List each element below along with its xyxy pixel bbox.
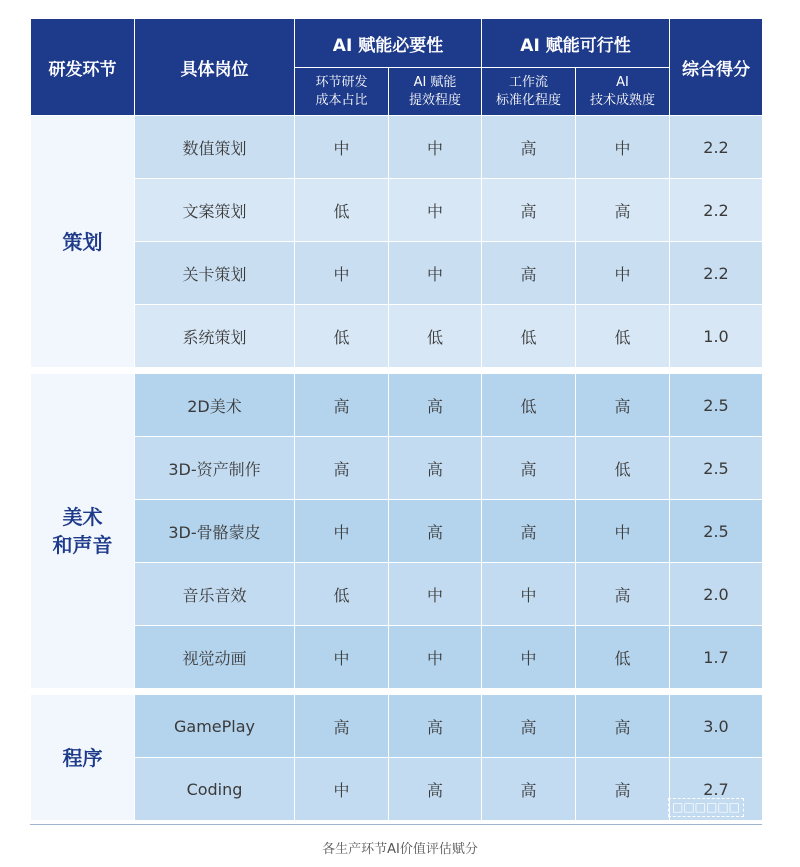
header-workflow-line1: 工作流 <box>508 74 548 90</box>
header-necessity: AI 赋能必要性 <box>295 19 482 68</box>
score-cell: 2.2 <box>670 242 763 305</box>
workflow-cell: 高 <box>482 116 576 179</box>
cost-cell: 高 <box>295 437 389 500</box>
header-feasibility: AI 赋能可行性 <box>482 19 670 68</box>
workflow-cell: 高 <box>482 242 576 305</box>
maturity-cell: 高 <box>576 758 670 821</box>
header-efficiency-line1: AI 赋能 <box>413 74 457 90</box>
efficiency-cell: 中 <box>389 242 482 305</box>
efficiency-cell: 高 <box>389 695 482 758</box>
cost-cell: 高 <box>295 374 389 437</box>
table-row <box>31 116 763 179</box>
maturity-cell: 低 <box>576 437 670 500</box>
score-cell: 2.7 <box>670 758 763 821</box>
role-cell: 音乐音效 <box>135 563 295 626</box>
table-caption: 各生产环节AI价值评估赋分 <box>322 842 478 857</box>
role-cell: 关卡策划 <box>135 242 295 305</box>
section-label-line2: 和声音 <box>52 533 113 557</box>
header-score: 综合得分 <box>670 19 763 116</box>
cost-cell: 低 <box>295 305 389 368</box>
bottom-rule <box>30 824 762 825</box>
section-planning <box>31 116 763 368</box>
workflow-cell: 低 <box>482 374 576 437</box>
score-cell: 2.2 <box>670 179 763 242</box>
header-efficiency <box>389 68 482 116</box>
maturity-cell: 高 <box>576 695 670 758</box>
header-workflow <box>482 68 576 116</box>
score-cell: 2.2 <box>670 116 763 179</box>
maturity-cell: 中 <box>576 500 670 563</box>
header-cost-share <box>295 68 389 116</box>
efficiency-cell: 高 <box>389 374 482 437</box>
table-row <box>31 758 763 821</box>
score-cell: 2.5 <box>670 500 763 563</box>
section-label: 策划 <box>31 116 135 368</box>
efficiency-cell: 中 <box>389 116 482 179</box>
maturity-cell: 低 <box>576 305 670 368</box>
table-row <box>31 437 763 500</box>
role-cell: 2D美术 <box>135 374 295 437</box>
role-cell: 3D-骨骼蒙皮 <box>135 500 295 563</box>
header-workflow-line2: 标准化程度 <box>495 92 561 108</box>
watermark: □□□□□□ <box>668 798 744 817</box>
table-row <box>31 626 763 689</box>
section-label <box>31 374 135 689</box>
table-row <box>31 305 763 368</box>
table-row <box>31 500 763 563</box>
table-row <box>31 242 763 305</box>
section-label-line1: 美术 <box>62 505 103 529</box>
header-cost-line2: 成本占比 <box>315 92 368 108</box>
section-art-and-audio <box>31 374 763 689</box>
cost-cell: 中 <box>295 500 389 563</box>
workflow-cell: 高 <box>482 695 576 758</box>
cost-cell: 中 <box>295 626 389 689</box>
role-cell: 3D-资产制作 <box>135 437 295 500</box>
role-cell: 系统策划 <box>135 305 295 368</box>
workflow-cell: 高 <box>482 437 576 500</box>
cost-cell: 低 <box>295 179 389 242</box>
workflow-cell: 中 <box>482 626 576 689</box>
table-row <box>31 563 763 626</box>
efficiency-cell: 高 <box>389 437 482 500</box>
efficiency-cell: 低 <box>389 305 482 368</box>
maturity-cell: 高 <box>576 179 670 242</box>
score-cell: 2.5 <box>670 374 763 437</box>
cost-cell: 中 <box>295 242 389 305</box>
section-programming <box>31 695 763 821</box>
ai-value-assessment-table <box>30 18 763 821</box>
workflow-cell: 中 <box>482 563 576 626</box>
efficiency-cell: 高 <box>389 500 482 563</box>
header-maturity-line1: AI <box>616 74 629 90</box>
header-efficiency-line2: 提效程度 <box>408 92 461 108</box>
maturity-cell: 中 <box>576 242 670 305</box>
workflow-cell: 低 <box>482 305 576 368</box>
maturity-cell: 中 <box>576 116 670 179</box>
header-maturity-line2: 技术成熟度 <box>589 92 655 108</box>
efficiency-cell: 中 <box>389 179 482 242</box>
header-maturity <box>576 68 670 116</box>
header-stage: 研发环节 <box>31 19 135 116</box>
header-cost-line1: 环节研发 <box>315 74 368 90</box>
score-cell: 2.5 <box>670 437 763 500</box>
section-label: 程序 <box>31 695 135 821</box>
score-cell: 3.0 <box>670 695 763 758</box>
table-header <box>31 19 763 116</box>
efficiency-cell: 中 <box>389 563 482 626</box>
maturity-cell: 高 <box>576 374 670 437</box>
cost-cell: 高 <box>295 695 389 758</box>
table-row <box>31 695 763 758</box>
table-row <box>31 179 763 242</box>
role-cell: Coding <box>135 758 295 821</box>
role-cell: 视觉动画 <box>135 626 295 689</box>
score-cell: 1.0 <box>670 305 763 368</box>
header-role: 具体岗位 <box>135 19 295 116</box>
score-cell: 1.7 <box>670 626 763 689</box>
cost-cell: 中 <box>295 116 389 179</box>
maturity-cell: 高 <box>576 563 670 626</box>
efficiency-cell: 高 <box>389 758 482 821</box>
score-cell: 2.0 <box>670 563 763 626</box>
maturity-cell: 低 <box>576 626 670 689</box>
role-cell: GamePlay <box>135 695 295 758</box>
table-row <box>31 374 763 437</box>
workflow-cell: 高 <box>482 179 576 242</box>
workflow-cell: 高 <box>482 500 576 563</box>
cost-cell: 中 <box>295 758 389 821</box>
role-cell: 文案策划 <box>135 179 295 242</box>
cost-cell: 低 <box>295 563 389 626</box>
efficiency-cell: 中 <box>389 626 482 689</box>
role-cell: 数值策划 <box>135 116 295 179</box>
workflow-cell: 高 <box>482 758 576 821</box>
